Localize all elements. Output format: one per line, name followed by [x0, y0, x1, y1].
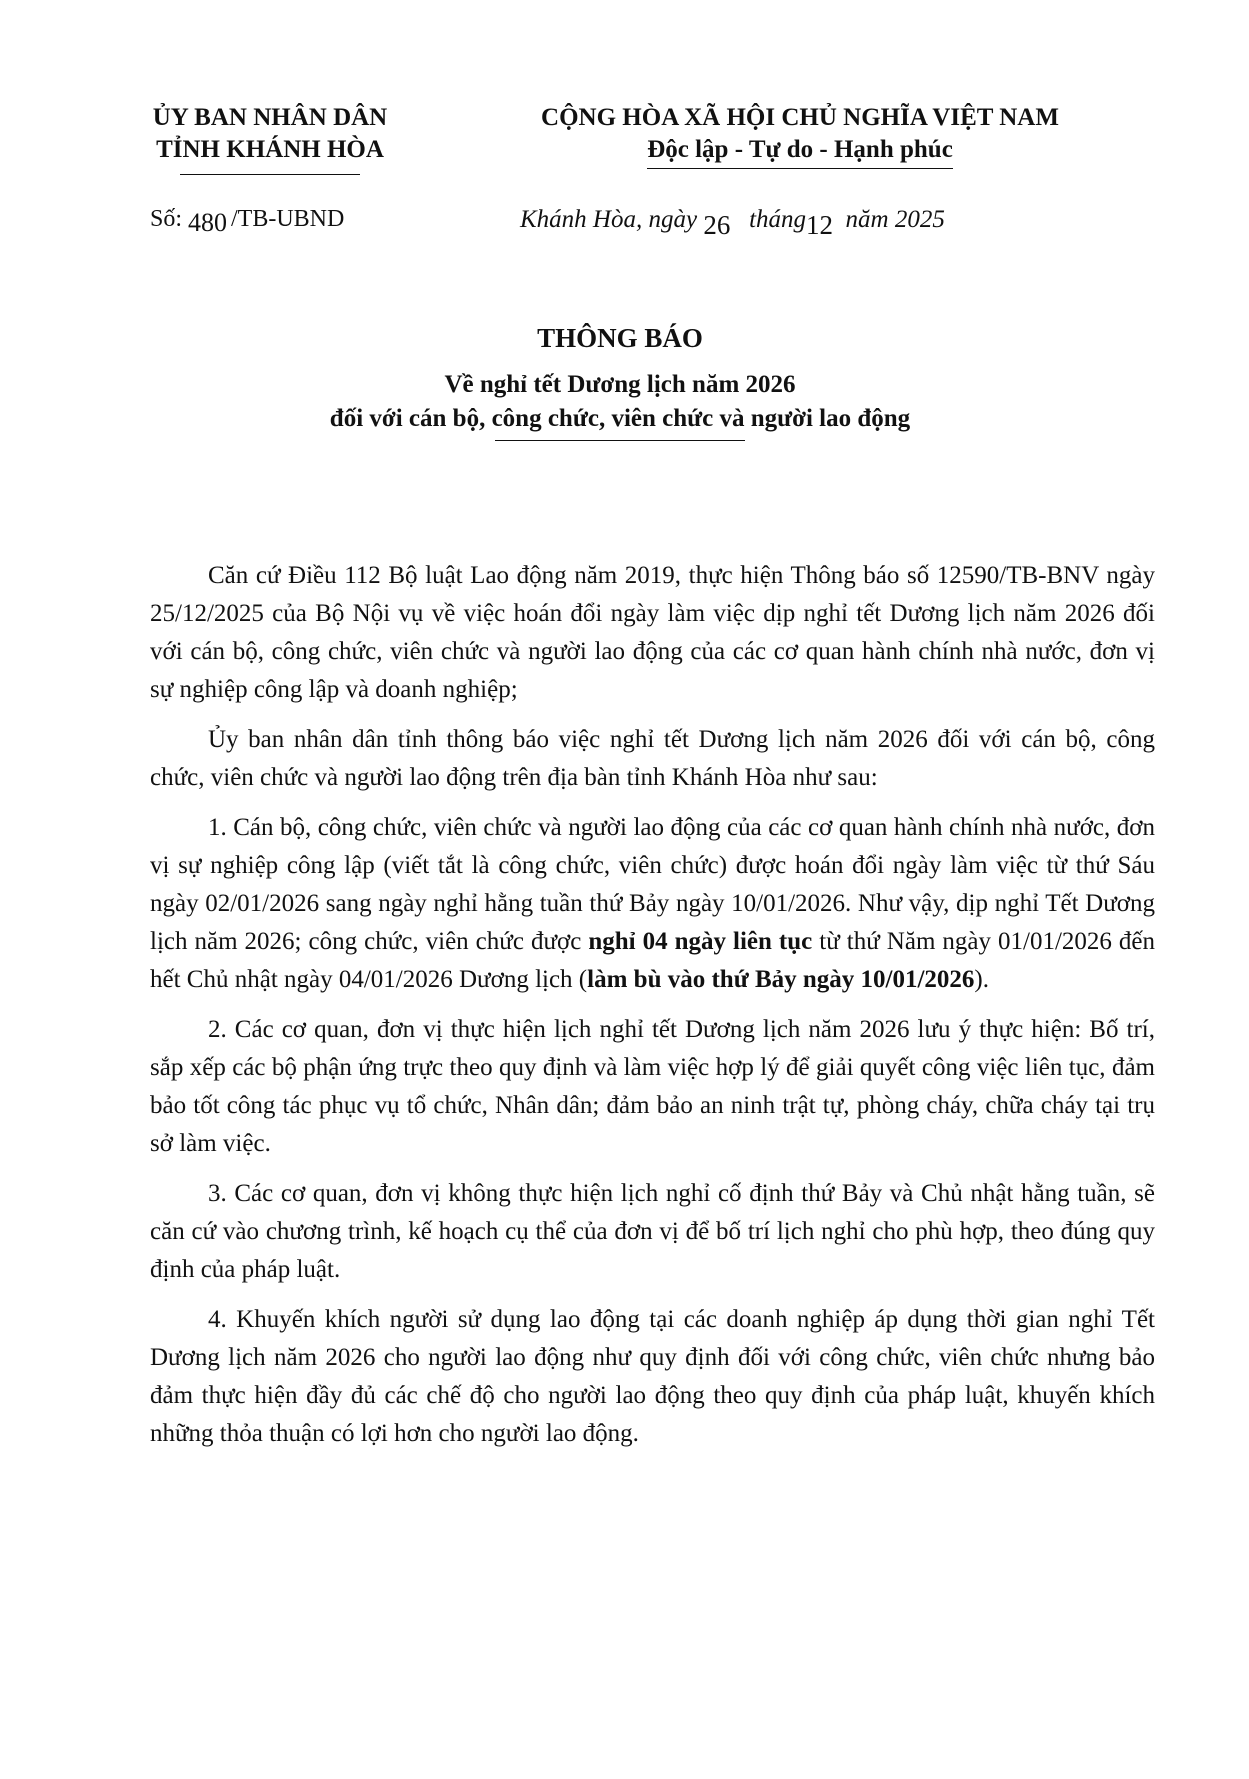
date-month: 12 — [806, 210, 834, 240]
notice-subtitle-1: Về nghỉ tết Dương lịch năm 2026 — [444, 371, 796, 398]
national-heading — [440, 102, 1160, 169]
agency-underline — [180, 174, 360, 175]
document-number — [150, 203, 345, 237]
date-day: 26 — [703, 210, 731, 240]
title-underline — [495, 440, 745, 441]
paragraph-announcement: Ủy ban nhân dân tỉnh thông báo việc nghỉ tết Dương lịch năm 2026 đối với cán bộ, công chức, viên chức và người lao động trên địa bàn tỉnh Khánh Hòa như sau: — [150, 726, 1155, 791]
agency-line-1: ỦY BAN NHÂN DÂN — [152, 104, 388, 131]
paragraph-item-4: 4. Khuyến khích người sử dụng lao động tại các doanh nghiệp áp dụng thời gian nghỉ Tết Dương lịch năm 2026 cho người lao động như quy định đối với công chức, viên chức nhưng bảo đảm thực hiện đầy đủ các chế độ cho người lao động theo quy định của pháp luật, khuyến khích những thỏa thuận có lợi hơn cho người lao động. — [150, 1306, 1155, 1447]
paragraph-legal-basis: Căn cứ Điều 112 Bộ luật Lao động năm 2019, thực hiện Thông báo số 12590/TB-BNV ngày 25/12/2025 của Bộ Nội vụ về việc hoán đổi ngày làm việc dịp nghỉ tết Dương lịch năm 2026 đối với cán bộ, công chức, viên chức và người lao động của các cơ quan hành chính nhà nước, đơn vị sự nghiệp công lập và doanh nghiệp; — [150, 562, 1155, 703]
national-motto: Độc lập - Tự do - Hạnh phúc — [647, 134, 953, 169]
date-year: năm 2025 — [845, 206, 945, 233]
notice-subtitle-2: đối với cán bộ, công chức, viên chức và người lao động — [329, 405, 911, 432]
date-month-label: tháng — [749, 206, 807, 233]
paragraph-item-2: 2. Các cơ quan, đơn vị thực hiện lịch nghỉ tết Dương lịch năm 2026 lưu ý thực hiện: Bố trí, sắp xếp các bộ phận ứng trực theo quy định và làm việc hợp lý để giải quyết công việc liên tục, đảm bảo tốt công tác phục vụ tổ chức, Nhân dân; đảm bảo an ninh trật tự, phòng cháy, chữa cháy tại trụ sở làm việc. — [150, 1016, 1155, 1157]
notice-title: THÔNG BÁO — [537, 323, 703, 353]
notice-body — [150, 557, 1155, 1465]
item-1-text-a: 1. Cán bộ, công chức, viên chức và người lao động của các cơ quan hành chính nhà nước, đơn vị sự nghiệp công lập (viết tắt là công chức, viên chức) được hoán đổi ngày làm việc từ thứ Sáu ngày 02/01/2026 sang ngày nghỉ hằng tuần thứ Bảy ngày 10/01/2026. Như vậy, dịp nghỉ Tết Dương lịch năm 2026; công chức, viên chức được — [150, 814, 1155, 955]
date-place-prefix: Khánh Hòa, ngày — [520, 206, 698, 233]
issue-date — [520, 203, 945, 240]
item-1-text-e: ). — [974, 966, 989, 993]
paragraph-item-1 — [150, 809, 1155, 999]
doc-number-value: 480 — [188, 208, 228, 237]
nation-name: CỘNG HÒA XÃ HỘI CHỦ NGHĨA VIỆT NAM — [541, 104, 1059, 131]
item-1-bold-days: nghỉ 04 ngày liên tục — [588, 928, 813, 955]
doc-number-suffix: /TB-UBND — [231, 206, 345, 232]
doc-number-prefix: Số: — [150, 206, 183, 232]
paragraph-item-3: 3. Các cơ quan, đơn vị không thực hiện lịch nghỉ cố định thứ Bảy và Chủ nhật hằng tuần, sẽ căn cứ vào chương trình, kế hoạch cụ thể của đơn vị để bố trí lịch nghỉ cho phù hợp, theo đúng quy định của pháp luật. — [150, 1180, 1155, 1283]
notice-title-block — [160, 320, 1080, 441]
item-1-bold-makeup: làm bù vào thứ Bảy ngày 10/01/2026 — [587, 966, 975, 993]
agency-line-2: TỈNH KHÁNH HÒA — [156, 136, 384, 163]
item-1-text-c: từ thứ Năm ngày 01/01/2026 đến hết Chủ nhật ngày 04/01/2026 Dương lịch ( — [150, 928, 1156, 993]
issuing-agency — [120, 102, 420, 175]
